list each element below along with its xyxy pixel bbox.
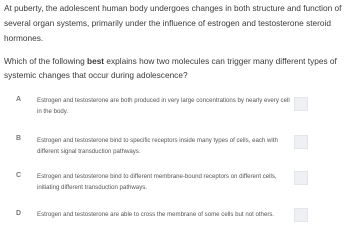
question-stem-end: explains how two molecules can trigger many different types of systemic changes that occur during adolescence? [4,56,337,80]
question-emphasis: best [87,56,105,66]
option-checkbox-c[interactable] [294,171,308,185]
answer-option-a[interactable] [0,92,350,122]
option-text-b: Estrogen and testosterone bind to specific receptors inside many types of cells, each with different signal transduction pathways. [37,137,278,155]
option-letter-d: D [16,210,22,217]
question-stem-start: Which of the following [4,56,88,66]
question-stem [4,54,346,82]
answer-option-d[interactable] [0,207,350,227]
answer-option-c[interactable] [0,168,350,198]
option-text-c: Estrogen and testosterone bind to different membrane-bound receptors on different cells, initiating different transduction pathways. [37,173,277,191]
option-letter-a: A [16,96,22,103]
question-passage: At puberty, the adolescent human body undergoes changes in both structure and function of several organ systems, primarily under the influence of estrogen and testosterone steroid hormones. [4,3,342,43]
option-text-d: Estrogen and testosterone are able to cross the membrane of some cells but not others. [37,211,275,218]
option-letter-c: C [16,172,22,179]
answer-option-b[interactable] [0,131,350,161]
option-checkbox-b[interactable] [294,135,308,149]
option-checkbox-d[interactable] [294,208,308,222]
option-text-a: Estrogen and testosterone are both produced in very large concentrations by nearly every cell in the body. [37,97,290,115]
option-letter-b: B [16,135,22,142]
option-checkbox-a[interactable] [294,97,308,111]
